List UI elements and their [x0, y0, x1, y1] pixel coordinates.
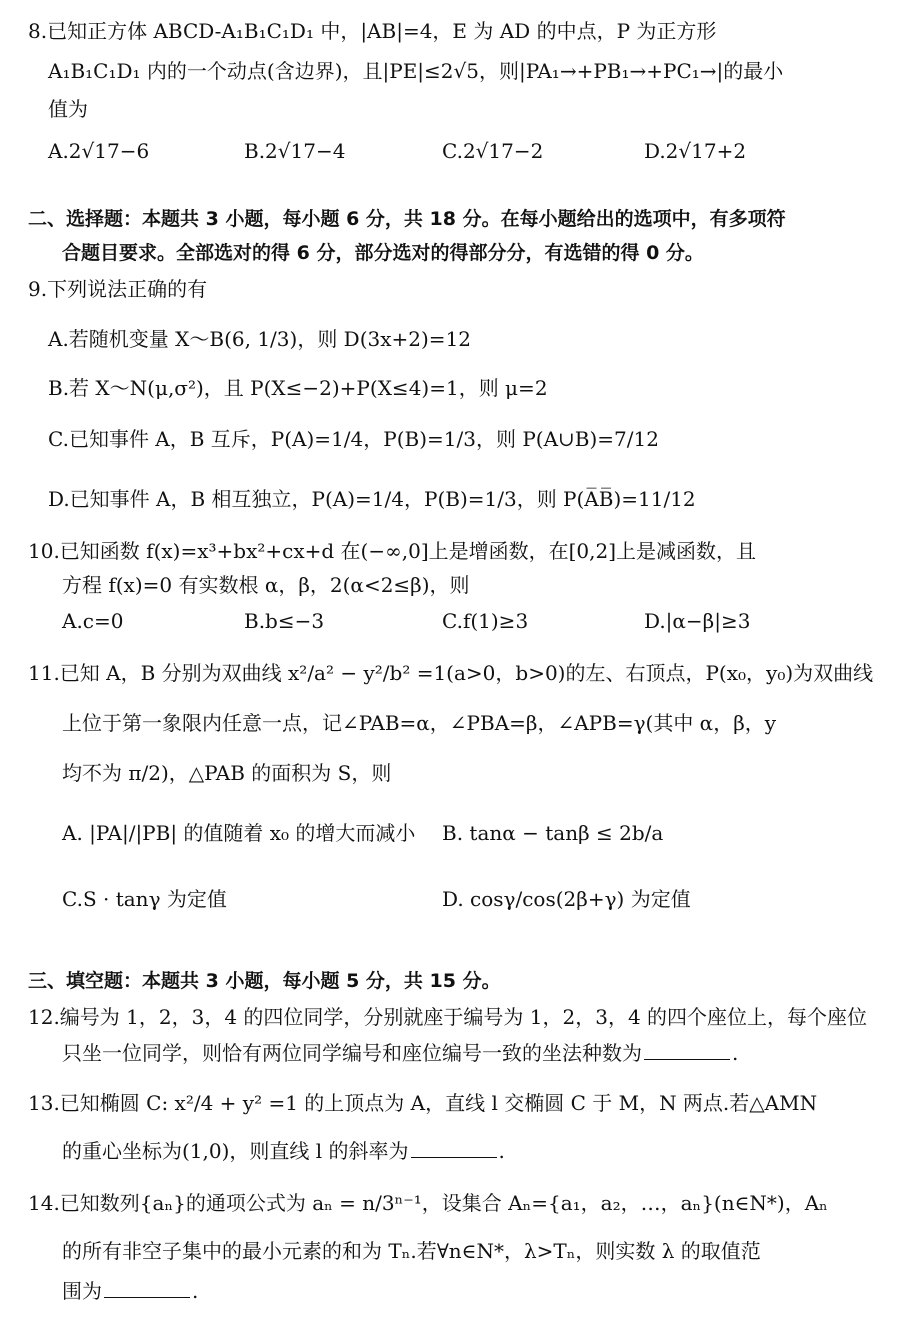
- q9-option-a: A.若随机变量 X～B(6, 1/3)，则 D(3x+2)=12: [48, 327, 472, 351]
- q11-option-b: B. tanα − tanβ ≤ 2b/a: [442, 821, 664, 845]
- q14-end: .: [192, 1279, 199, 1303]
- q12-line2-wrap: [62, 1040, 738, 1066]
- q8-option-c: C.2√17−2: [442, 139, 544, 163]
- q9-option-d: D.已知事件 A，B 相互独立，P(A)=1/4，P(B)=1/3，则 P(A̅B̅)=11/12: [48, 487, 696, 511]
- q11-line3: 均不为 π/2)，△PAB 的面积为 S，则: [62, 761, 392, 785]
- section3-heading: 三、填空题：本题共 3 小题，每小题 5 分，共 15 分。: [28, 970, 501, 992]
- q10-option-b: B.b≤−3: [244, 609, 325, 633]
- q8-line2: A₁B₁C₁D₁ 内的一个动点(含边界)，且|PE|≤2√5，则|PA₁→+PB₁→+PC₁→|的最小: [48, 59, 784, 83]
- q9-stem: 9.下列说法正确的有: [28, 277, 208, 301]
- q8-option-d: D.2√17+2: [644, 139, 747, 163]
- q8-line1: 8.已知正方体 ABCD-A₁B₁C₁D₁ 中，|AB|=4，E 为 AD 的中点，P 为正方形: [28, 19, 717, 43]
- q13-line2-wrap: [62, 1138, 505, 1164]
- q9-option-c: C.已知事件 A，B 互斥，P(A)=1/4，P(B)=1/3，则 P(A∪B)=7/12: [48, 427, 659, 451]
- q12-line1: 12.编号为 1，2，3，4 的四位同学，分别就座于编号为 1，2，3，4 的四个座位上，每个座位: [28, 1005, 868, 1029]
- q13-line2: 的重心坐标为(1,0)，则直线 l 的斜率为: [62, 1139, 409, 1163]
- q11-line2: 上位于第一象限内任意一点，记∠PAB=α，∠PBA=β，∠APB=γ(其中 α，β，y: [62, 711, 777, 735]
- q11-option-a: A. |PA|/|PB| 的值随着 x₀ 的增大而减小: [62, 821, 416, 845]
- q14-line3-wrap: [62, 1278, 198, 1304]
- q11-line1: 11.已知 A，B 分别为双曲线 x²/a² − y²/b² =1(a>0，b>0)的左、右顶点，P(x₀，y₀)为双曲线: [28, 661, 874, 685]
- q8-option-a: A.2√17−6: [48, 139, 150, 163]
- q8-line3: 值为: [48, 97, 88, 121]
- q12-end: .: [732, 1041, 739, 1065]
- q10-option-d: D.|α−β|≥3: [644, 609, 751, 633]
- q10-option-c: C.f(1)≥3: [442, 609, 529, 633]
- q14-line3: 围为: [62, 1279, 102, 1303]
- section2-heading: 二、选择题：本题共 3 小题，每小题 6 分，共 18 分。在每小题给出的选项中，有多项符: [28, 208, 786, 230]
- q10-line2: 方程 f(x)=0 有实数根 α，β，2(α<2≤β)，则: [62, 573, 470, 597]
- q12-line2: 只坐一位同学，则恰有两位同学编号和座位编号一致的坐法种数为: [62, 1041, 642, 1065]
- q11-option-c: C.S · tanγ 为定值: [62, 887, 227, 911]
- q13-answer-blank[interactable]: [411, 1139, 497, 1158]
- q10-line1: 10.已知函数 f(x)=x³+bx²+cx+d 在(−∞,0]上是增函数，在[0,2]上是减函数，且: [28, 539, 757, 563]
- q14-answer-blank[interactable]: [104, 1279, 190, 1298]
- q13-line1: 13.已知椭圆 C: x²/4 + y² =1 的上顶点为 A，直线 l 交椭圆 C 于 M，N 两点.若△AMN: [28, 1091, 818, 1115]
- q10-option-a: A.c=0: [62, 609, 124, 633]
- q14-line1: 14.已知数列{aₙ}的通项公式为 aₙ = n/3ⁿ⁻¹，设集合 Aₙ={a₁，a₂，…，aₙ}(n∈N*)，Aₙ: [28, 1191, 828, 1215]
- q13-end: .: [498, 1139, 505, 1163]
- q14-line2: 的所有非空子集中的最小元素的和为 Tₙ.若∀n∈N*，λ>Tₙ，则实数 λ 的取值范: [62, 1239, 761, 1263]
- section2-heading-cont: 合题目要求。全部选对的得 6 分，部分选对的得部分分，有选错的得 0 分。: [62, 242, 704, 264]
- q12-answer-blank[interactable]: [644, 1041, 730, 1060]
- q9-option-b: B.若 X～N(μ,σ²)，且 P(X≤−2)+P(X≤4)=1，则 μ=2: [48, 376, 548, 400]
- q8-option-b: B.2√17−4: [244, 139, 346, 163]
- q11-option-d: D. cosγ/cos(2β+γ) 为定值: [442, 887, 691, 911]
